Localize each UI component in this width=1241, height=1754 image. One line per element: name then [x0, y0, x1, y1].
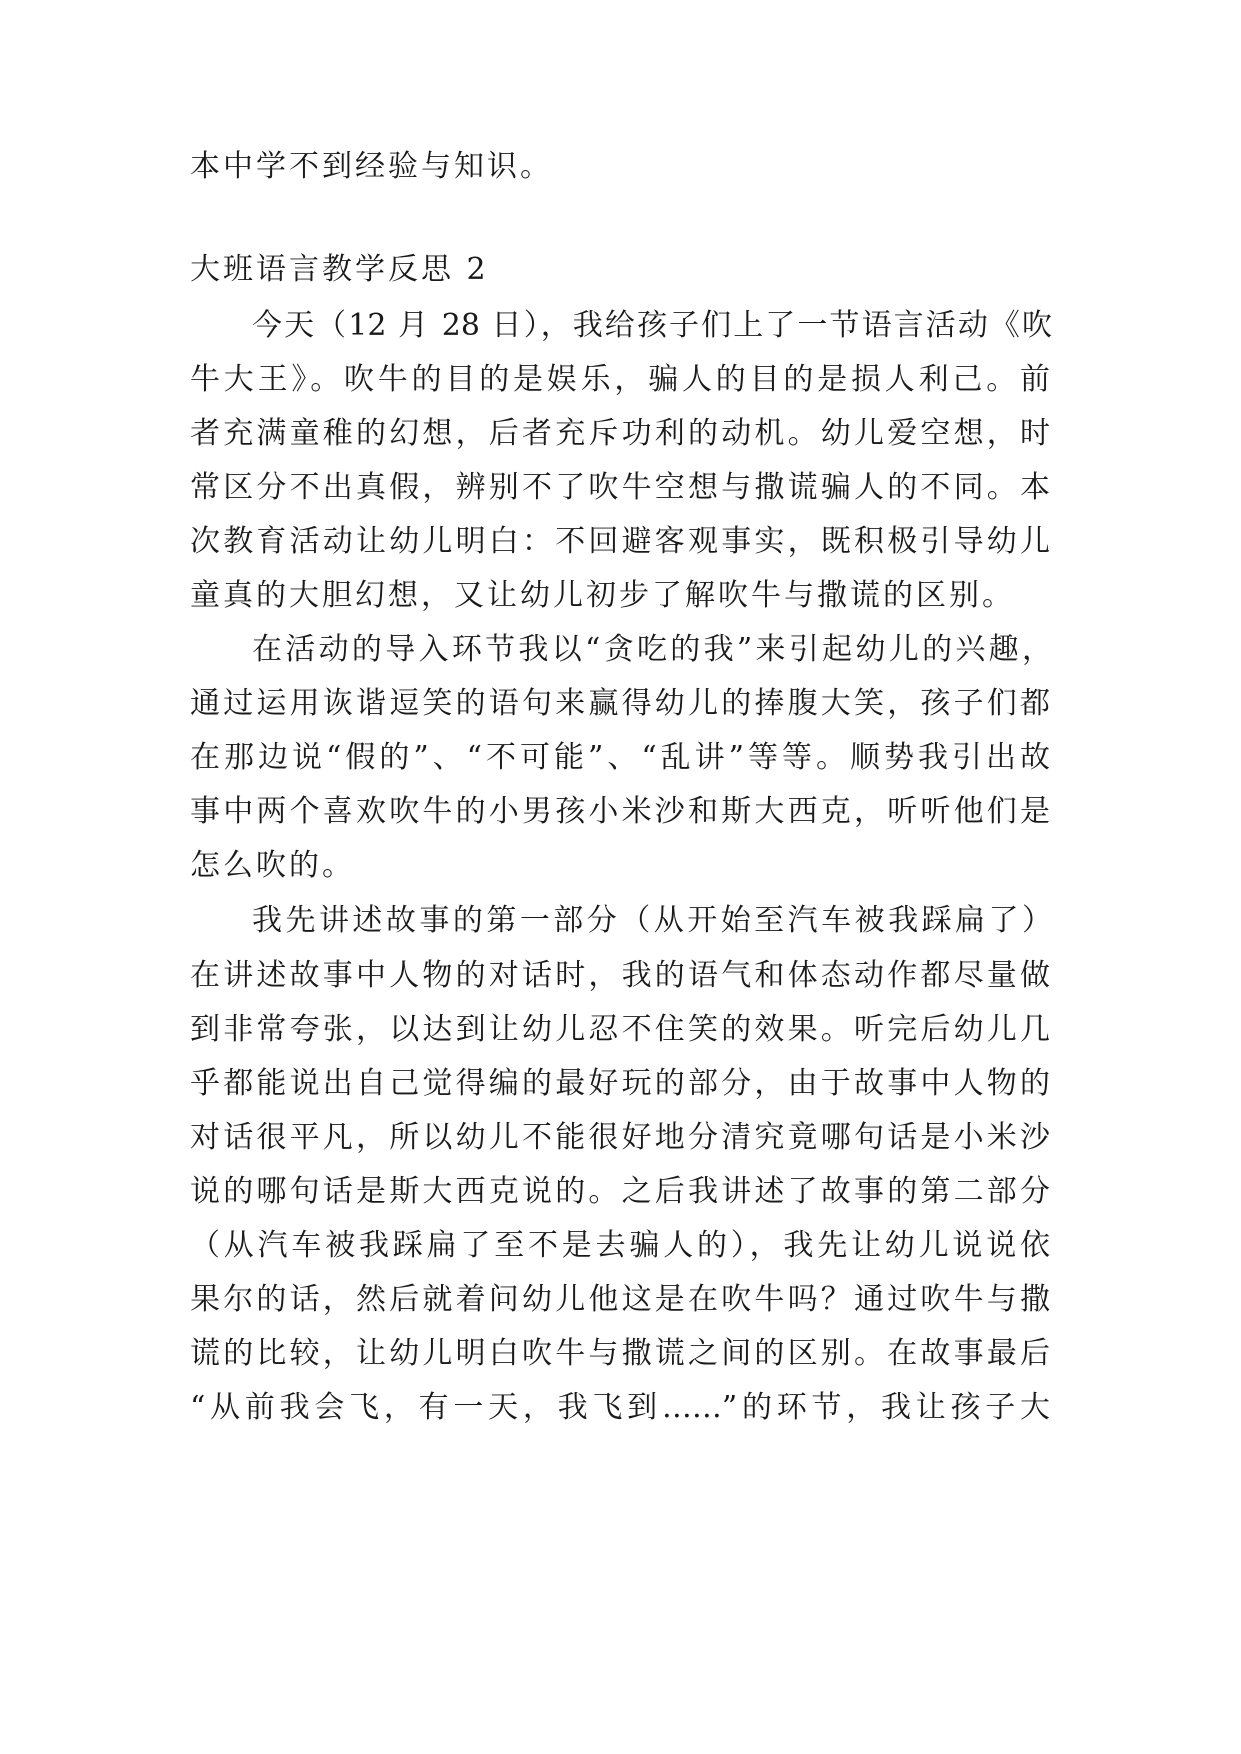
paragraph-line: 我先讲述故事的第一部分（从开始至汽车被我踩扁了） [252, 903, 1052, 938]
paragraph-line: 怎么吹的。 [190, 848, 355, 883]
paragraph-line: 牛大王》。吹牛的目的是娱乐，骗人的目的是损人利己。前 [190, 362, 1050, 397]
paragraph-line: 到非常夸张，以达到让幼儿忍不住笑的效果。听完后幼儿几 [190, 1012, 1050, 1047]
paragraph-line: 说的哪句话是斯大西克说的。之后我讲述了故事的第二部分 [190, 1174, 1050, 1209]
paragraph-line: 童真的大胆幻想，又让幼儿初步了解吹牛与撒谎的区别。 [190, 578, 1015, 613]
paragraph-line: 次教育活动让幼儿明白：不回避客观事实，既积极引导幼儿 [190, 524, 1050, 559]
paragraph-line: 通过运用诙谐逗笑的语句来赢得幼儿的捧腹大笑，孩子们都 [190, 686, 1050, 721]
paragraph-line: 果尔的话，然后就着问幼儿他这是在吹牛吗？通过吹牛与撒 [190, 1282, 1050, 1317]
paragraph-line: 事中两个喜欢吹牛的小男孩小米沙和斯大西克，听听他们是 [190, 794, 1050, 829]
paragraph-line: 今天（12 月 28 日），我给孩子们上了一节语言活动《吹 [252, 308, 1052, 343]
section-title: 大班语言教学反思 2 [190, 252, 489, 287]
paragraph-line: 在那边说“假的”、“不可能”、“乱讲”等等。顺势我引出故 [190, 740, 1050, 775]
paragraph-line: 谎的比较，让幼儿明白吹牛与撒谎之间的区别。在故事最后 [190, 1336, 1050, 1371]
paragraph-line: 乎都能说出自己觉得编的最好玩的部分，由于故事中人物的 [190, 1066, 1050, 1101]
carryover-line: 本中学不到经验与知识。 [190, 149, 553, 184]
paragraph-line: 对话很平凡，所以幼儿不能很好地分清究竟哪句话是小米沙 [190, 1120, 1050, 1155]
paragraph-line: 常区分不出真假，辨别不了吹牛空想与撒谎骗人的不同。本 [190, 470, 1050, 505]
paragraph-line: “从前我会飞，有一天，我飞到……”的环节，我让孩子大 [190, 1390, 1050, 1425]
paragraph-line: 在活动的导入环节我以“贪吃的我”来引起幼儿的兴趣， [252, 632, 1052, 667]
paragraph-line: 在讲述故事中人物的对话时，我的语气和体态动作都尽量做 [190, 958, 1050, 993]
paragraph-line: 者充满童稚的幻想，后者充斥功利的动机。幼儿爱空想，时 [190, 416, 1050, 451]
paragraph-line: （从汽车被我踩扁了至不是去骗人的），我先让幼儿说说依 [190, 1228, 1050, 1263]
